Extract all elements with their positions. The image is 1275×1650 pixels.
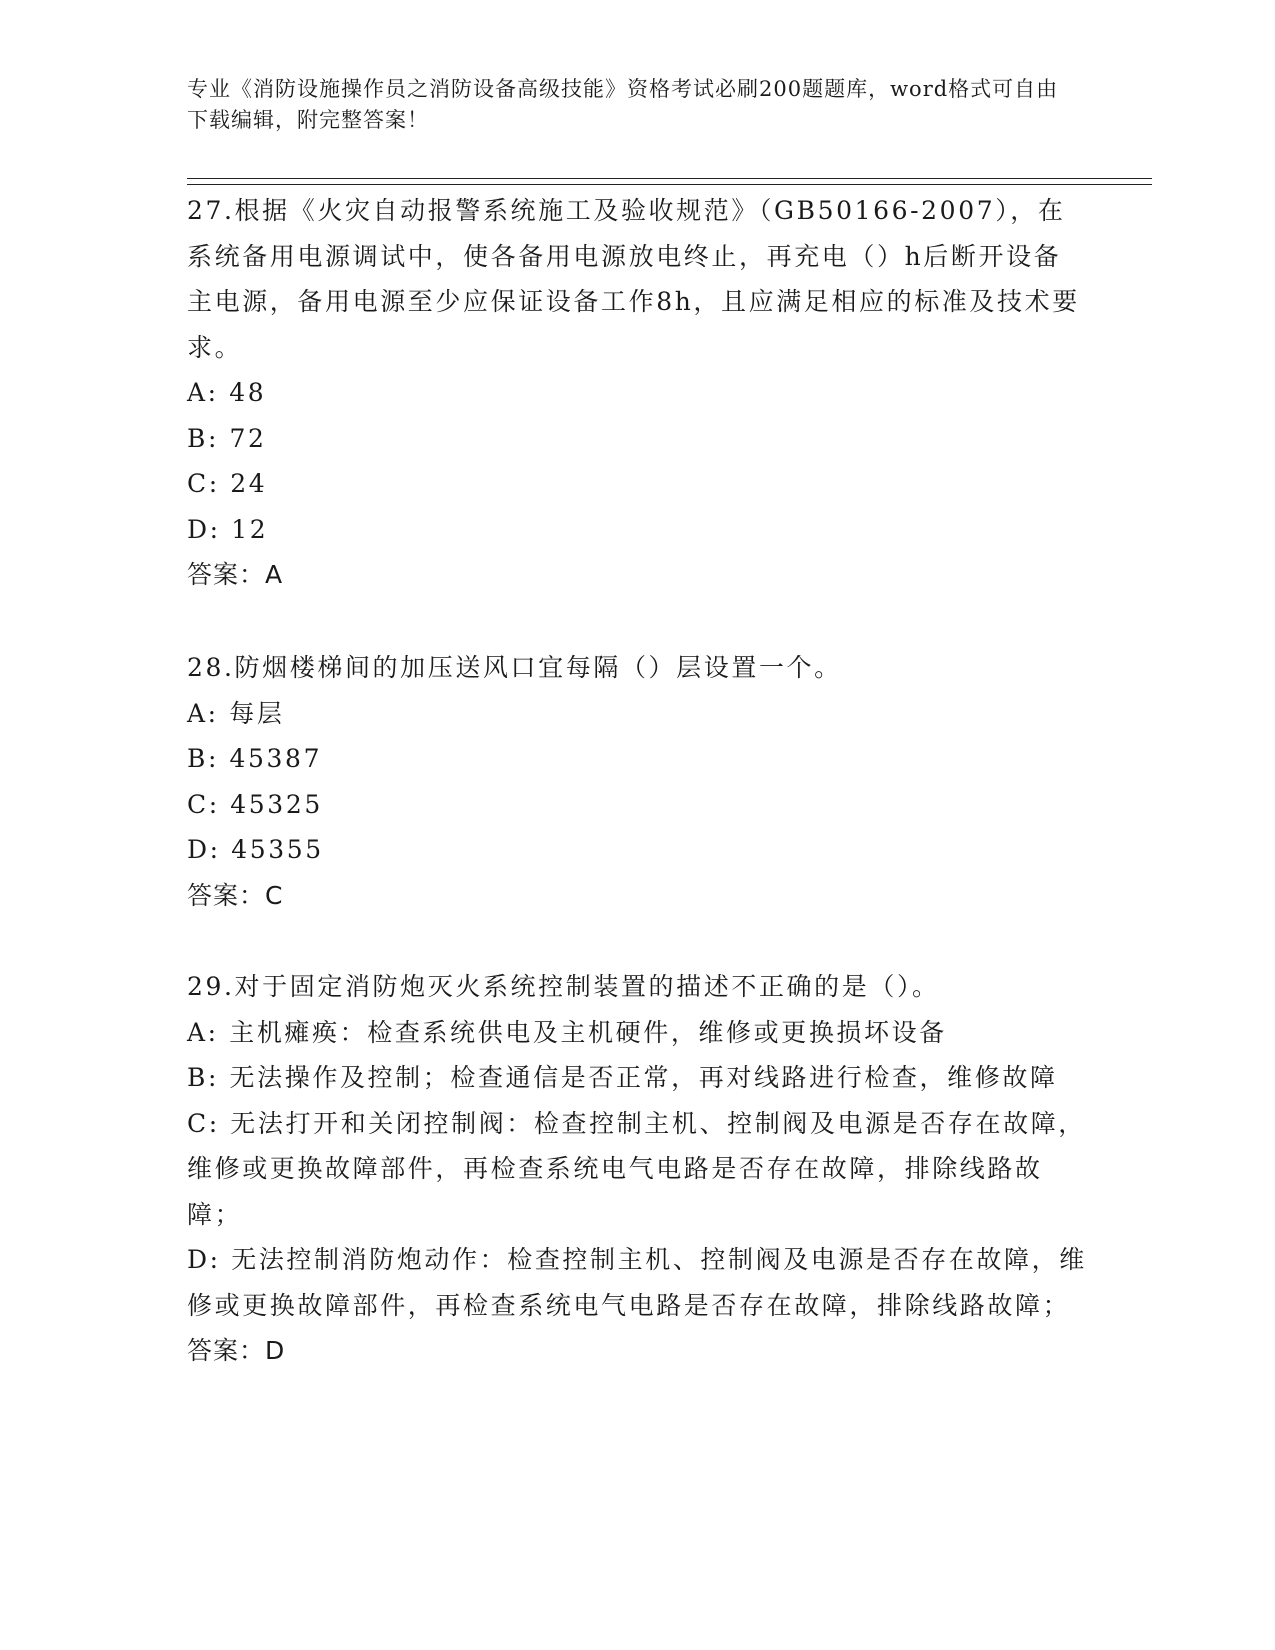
option-c: C: 无法打开和关闭控制阀：检查控制主机、控制阀及电源是否存在故障，维修或更换故障部件，再检查系统电气电路是否存在故障，排除线路故障； (187, 1108, 1086, 1229)
question-27 (187, 188, 1087, 598)
option-d: D: 无法控制消防炮动作：检查控制主机、控制阀及电源是否存在故障，维修或更换故障部件，再检查系统电气电路是否存在故障，排除线路故障； (187, 1245, 1087, 1320)
option-a: A: 主机瘫痪：检查系统供电及主机硬件，维修或更换损坏设备 (187, 1017, 947, 1047)
answer: 答案：A (187, 560, 284, 589)
option-c: C: 45325 (187, 789, 323, 819)
option-b: B: 72 (187, 423, 267, 453)
option-d: D: 45355 (187, 835, 324, 864)
option-d: D: 12 (187, 514, 269, 544)
question-stem: 27.根据《火灾自动报警系统施工及验收规范》（GB50166-2007），在系统备用电源调试中，使各备用电源放电终止，再充电（）h后断开设备主电源，备用电源至少应保证设备工作8h，且应满足相应的标准及技术要求。 (187, 196, 1080, 362)
question-28 (187, 645, 1087, 918)
option-c: C: 24 (187, 469, 268, 498)
question-stem: 29.对于固定消防炮灭火系统控制装置的描述不正确的是（）。 (187, 972, 940, 1001)
question-stem: 28.防烟楼梯间的加压送风口宜每隔（）层设置一个。 (187, 653, 842, 682)
option-b: B: 45387 (187, 744, 323, 773)
answer: 答案：D (187, 1336, 286, 1365)
answer: 答案：C (187, 880, 284, 910)
header-divider-top (187, 178, 1152, 179)
option-a: A: 48 (187, 378, 267, 407)
header-divider-bottom (187, 184, 1152, 185)
document-header: 专业《消防设施操作员之消防设备高级技能》资格考试必刷200题题库，word格式可自由下载编辑，附完整答案！ (187, 77, 1059, 132)
option-a: A: 每层 (187, 698, 285, 728)
question-29 (187, 964, 1087, 1374)
option-b: B: 无法操作及控制；检查通信是否正常，再对线路进行检查，维修故障 (187, 1063, 1058, 1092)
